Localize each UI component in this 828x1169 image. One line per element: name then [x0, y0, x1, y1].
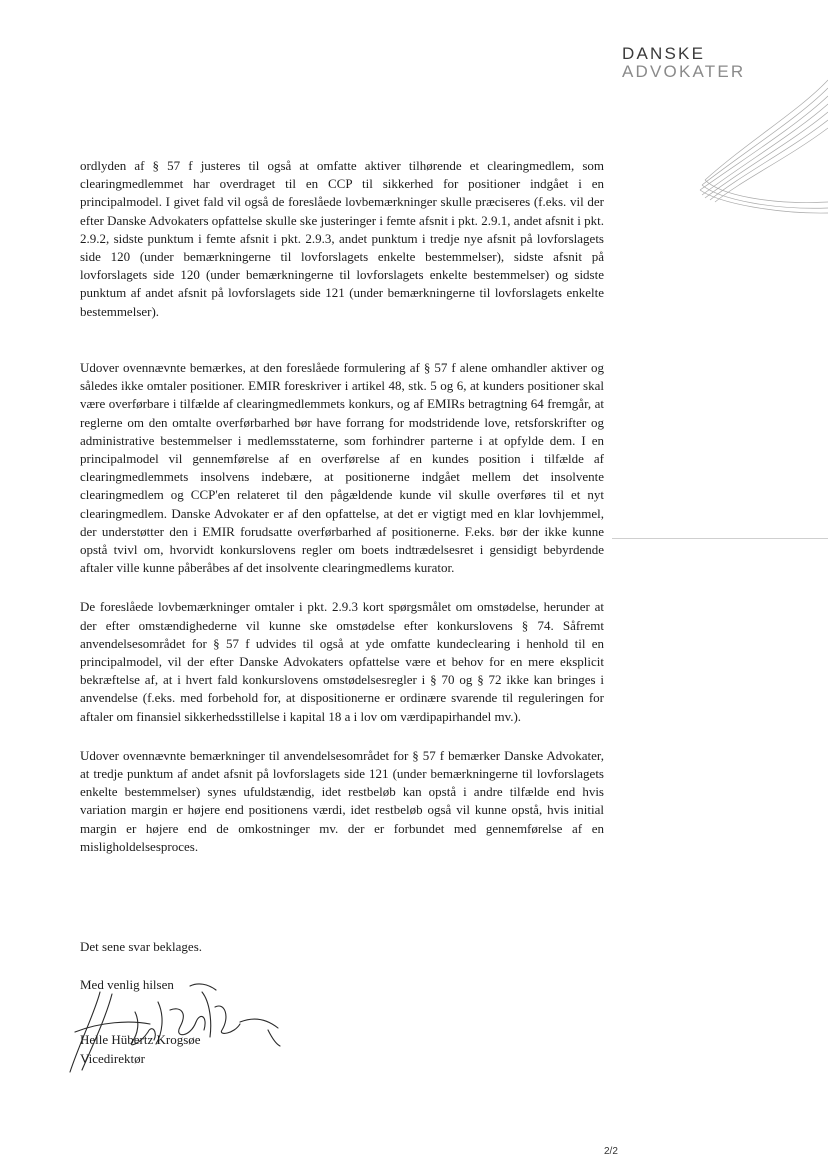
paragraph-4: Udover ovennævnte bemærkninger til anvendelsesområdet for § 57 f bemærker Danske Advokater, at tredje punktum af andet afsnit på lovforslagets side 121 (under bemærkningerne til lovforslagets enkelte bestemmelser) synes ufuldstændig, idet restbeløb kan opstå i andre tilfælde end hvis variation margin er højere end positionens værdi, idet restbeløb også vil kunne opstå, hvis initial margin er højere end de omkostninger mv. der er forbundet med gennemførelse af en misligholdelsesproces. [80, 747, 604, 854]
page-number: 2/2 [604, 1146, 618, 1157]
paragraph-2: Udover ovennævnte bemærkes, at den foreslåede formulering af § 57 f alene omhandler aktiver og således ikke omtaler positioner. EMIR foreskriver i artikel 48, stk. 5 og 6, at kunders positioner skal være overførbare i tilfælde af clearingmedlemmets konkurs, og af EMIRs betragtning 64 fremgår, at reglerne om den omtalte overførbarhed bør have forrang for modstridende love, retsforskrifter og administrative bestemmelser i medlemsstaterne, som forhindrer parterne i at opfylde dem. I en principalmodel vil gennemførelse af en overførelse af en kundes position i tilfælde af clearingmedlemmets insolvens indebære, at positionerne indgået mellem det insolvente clearingmedlem og CCP'en relateret til den pågældende kunde vil skulle overføres til et nyt clearingmedlem. Danske Advokater er af den opfattelse, at det er vigtigt med en klar lovhjemmel, der understøtter den i EMIR forudsatte overførbarhed af positionerne. F.eks. bør der ikke kunne opstå tvivl om, hvorvidt konkurslovens regler om boets indtrædelsesret i gensidigt bebyrdende aftaler ville kunne påberåbes af det insolvente clearingmedlems kurator. [80, 360, 604, 576]
closing-line: Det sene svar beklages. [80, 939, 203, 954]
letter-body [80, 157, 604, 856]
signatory-name: Helle Hübertz Krogsøe [80, 1032, 201, 1047]
paragraph-3: De foreslåede lovbemærkninger omtaler i pkt. 2.9.3 kort spørgsmålet om omstødelse, herunder at der efter omstændighederne vil kunne ske omstødelse efter konkurslovens § 74. Såfremt anvendelsesområdet for § 57 f udvides til også at yde omfatte kundeclearing i henhold til en principalmodel, vil der efter Danske Advokaters opfattelse være et behov for en mere eksplicit bekræftelse af, at i hvert fald konkurslovens omstødelsesregler i § 70 og § 72 ikke kan bringes i anvendelse (f.eks. med forbehold for, at dispositionerne er ordinære svarende til reguleringen for aftaler om finansiel sikkerhedsstillelse i kapital 18 a i lov om værdipapirhandel mv.). [80, 599, 604, 724]
greeting: Med venlig hilsen [80, 977, 174, 992]
logo-swoosh-graphic [680, 70, 828, 220]
logo-line-1: DANSKE [622, 44, 706, 63]
signatory-title: Vicedirektør [80, 1051, 145, 1066]
margin-rule [612, 538, 828, 539]
paragraph-1: ordlyden af § 57 f justeres til også at omfatte aktiver tilhørende et clearingmedlem, som clearingmedlemmet har overdraget til en CCP til sikkerhed for positioner indgået i en principalmodel. I givet fald vil også de foreslåede lovbemærkninger skulle præciseres (f.eks. vil der efter Danske Advokaters opfattelse skulle ske justeringer i femte afsnit i pkt. 2.9.1, andet afsnit i pkt. 2.9.2, sidste punktum i femte afsnit i pkt. 2.9.3, andet punktum i tredje nye afsnit på lovforslagets side 120 (under bemærkningerne til lovforslagets enkelte bestemmelser), sidste afsnit på lovforslagets side 120 (under bemærkningerne til lovforslagets enkelte bestemmelser) og sidste punktum af andet afsnit på lovforslagets side 121 (under bemærkningerne til lovforslagets enkelte bestemmelser). [80, 158, 604, 319]
logo-line-2: ADVOKATER [622, 62, 746, 81]
handwritten-signature [40, 972, 290, 1082]
